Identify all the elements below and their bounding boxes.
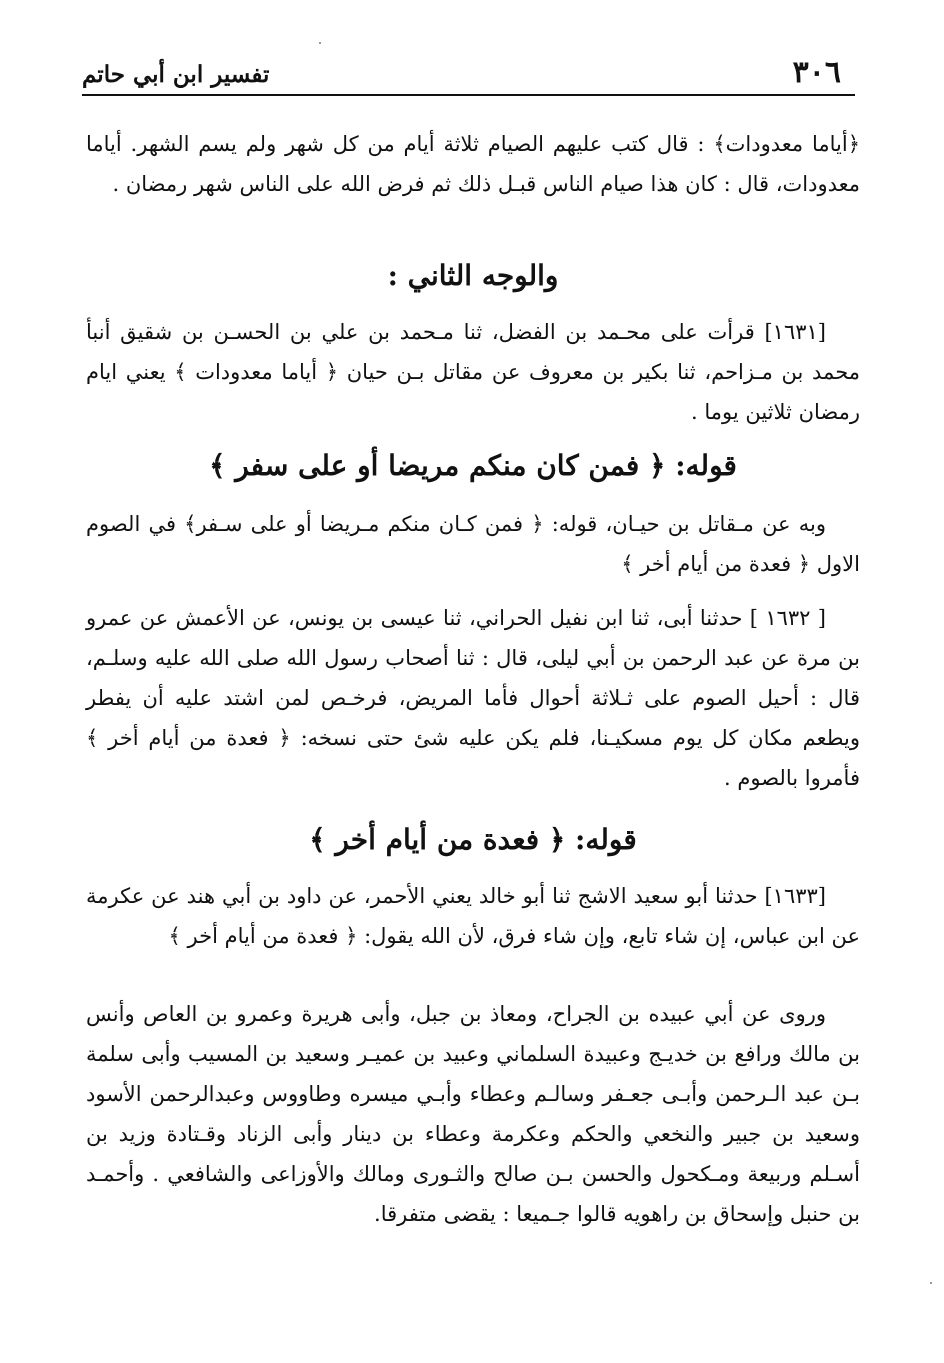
paragraph-1632: [ ١٦٣٢ ] حدثنا أبى، ثنا ابن نفيل الحراني، ثنا عيسى بن يونس، عن الأعمش عن عمرو بن مرة عن عبد الرحمن بن أبي ليلى، قال : ثنا أصحاب رسول الله صلى الله عليه وسلـم، قال : أحيل الصوم على ثـلاثة أحوال فأما المريض، فرخـص لمن اشتد عليه أن يفطر ويطعم مكان كل يوم مسكيـنا، فلم يكن عليه شئ حتى نسخه: ﴿ فعدة من أيام أخر ﴾ فأمروا بالصوم . bbox=[86, 606, 860, 790]
print-speck bbox=[319, 42, 321, 44]
paragraph-1631: [١٦٣١] قرأت على محـمد بن الفضل، ثنا مـحمد بن علي بن الحسـن بن شقيق أنبأ محمد بن مـزاحم، ثنا بكير بن معروف عن مقاتل بـن حيان ﴿ أياما معدودات ﴾ يعني ايام رمضان ثلاثين يوما . bbox=[86, 320, 860, 424]
heading-verse-sick-or-travel: قوله: ﴿ فمن كان منكم مريضا أو على سفر ﴾ bbox=[209, 449, 737, 482]
heading-second-view: والوجه الثاني : bbox=[387, 259, 559, 292]
print-speck bbox=[930, 1282, 932, 1284]
page-number: ٣٠٦ bbox=[792, 55, 841, 90]
heading-verse-other-days: قوله: ﴿ فعدة من أيام أخر ﴾ bbox=[309, 823, 637, 856]
running-title: تفسير ابن أبي حاتم bbox=[82, 61, 270, 88]
paragraph-1: ﴿أياما معدودات﴾ : قال كتب عليهم الصيام ثلاثة أيام من كل شهر ولم يسم الشهر. أياما معدودات، قال : كان هذا صيام الناس قبـل ذلك ثم فرض الله على الناس شهر رمضان . bbox=[86, 132, 860, 196]
paragraph-muqatil: وبه عن مـقاتل بن حيـان، قوله: ﴿ فمن كـان منكم مـريضا أو على سـفر﴾ في الصوم الاول ﴿ فعدة من أيام أخر ﴾ bbox=[86, 512, 860, 576]
header-rule bbox=[82, 94, 855, 96]
paragraph-narrators: وروى عن أبي عبيده بن الجراح، ومعاذ بن جبل، وأبى هريرة وعمرو بن العاص وأنس بن مالك ورافع بن خديـج وعبيدة السلماني وعبيد بن عميـر وسعيد بن المسيب وأبى سلمة بـن عبد الـرحمن وأبـى جعـفر وسالـم وعطاء وأبـي ميسره وطاووس وعبدالرحمن الأسود وسعيد بن جبير والنخعي والحكم وعكرمة وعطاء بن دينار وأبى الزناد وقـتادة وزيد بن أسـلم وربيعة ومـكحول والحسن بـن صالح والثـورى ومالك والأوزاعى والشافعي . وأحمـد بن حنبل وإسحاق بن راهويه قالوا جـميعا : يقضى متفرقا. bbox=[86, 1002, 860, 1226]
page-header bbox=[82, 50, 855, 94]
paragraph-1633: [١٦٣٣] حدثنا أبو سعيد الاشج ثنا أبو خالد يعني الأحمر، عن داود بن أبي هند عن عكرمة عن ابن عباس، إن شاء تابع، وإن شاء فرق، لأن الله يقول: ﴿ فعدة من أيام أخر ﴾ bbox=[86, 884, 860, 948]
